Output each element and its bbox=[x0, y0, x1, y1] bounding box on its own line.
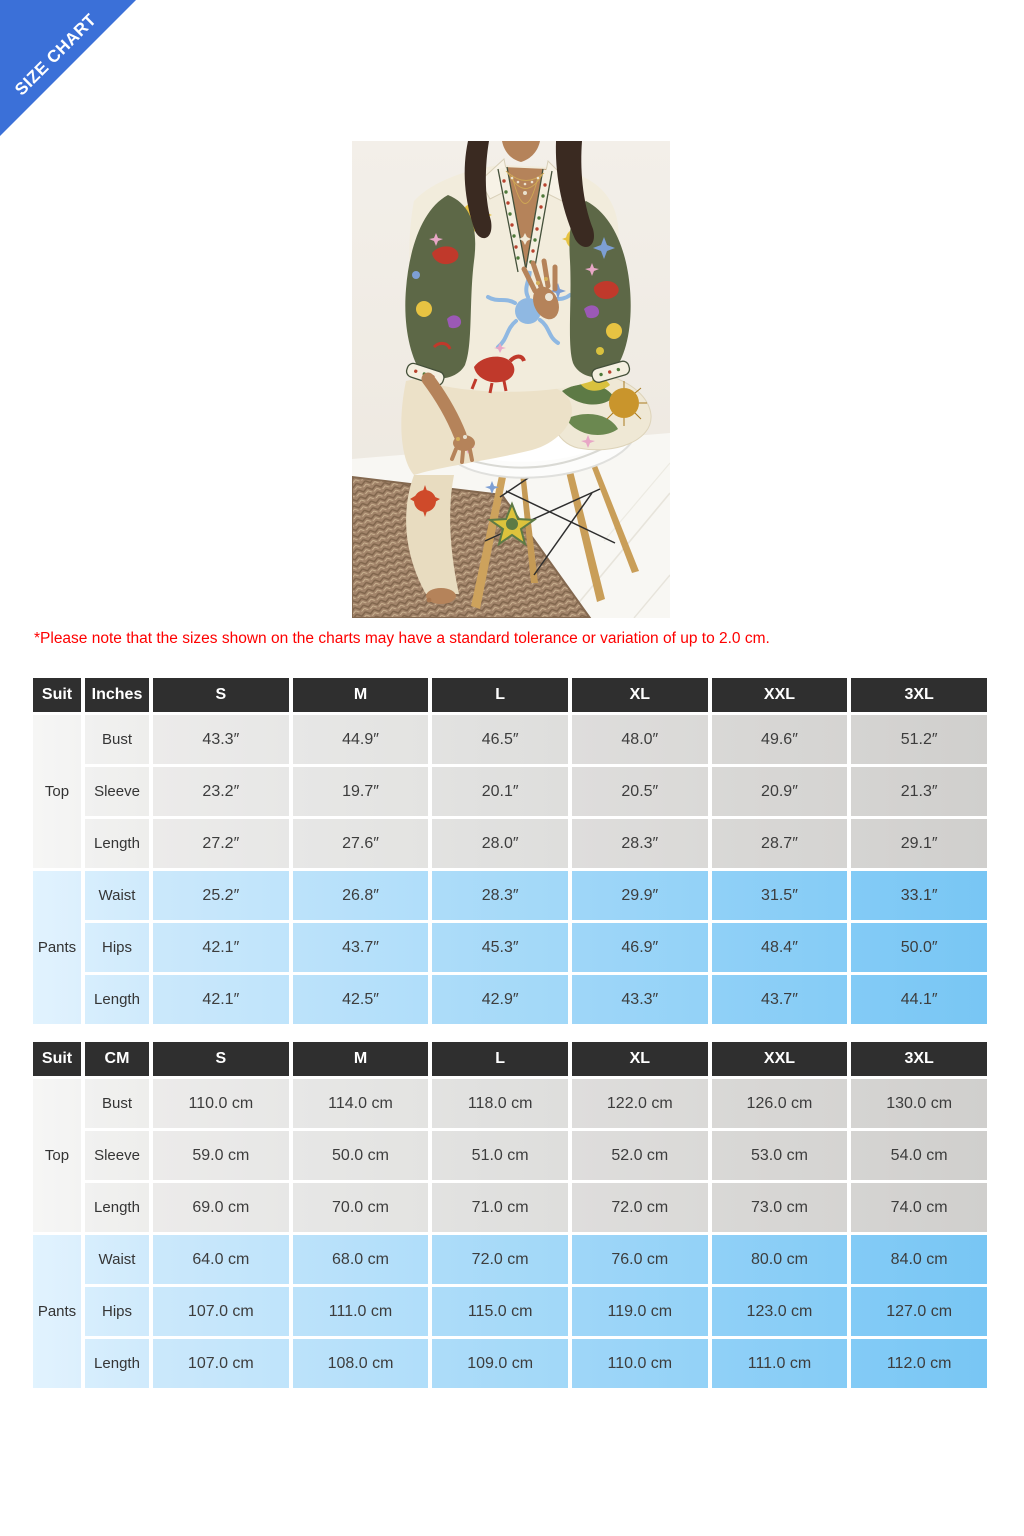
value-cell: 51.2″ bbox=[851, 715, 987, 764]
value-cell: 46.5″ bbox=[432, 715, 568, 764]
measurement-row-waist bbox=[33, 871, 987, 920]
measurement-label: Bust bbox=[85, 1079, 149, 1128]
value-cell: 42.1″ bbox=[153, 975, 289, 1024]
value-cell: 43.3″ bbox=[572, 975, 708, 1024]
size-header-l: L bbox=[432, 1042, 568, 1076]
value-cell: 46.9″ bbox=[572, 923, 708, 972]
suit-header: Suit bbox=[33, 678, 81, 712]
header-row bbox=[33, 1042, 987, 1076]
size-header-xxl: XXL bbox=[712, 1042, 848, 1076]
header-row bbox=[33, 678, 987, 712]
value-cell: 26.8″ bbox=[293, 871, 429, 920]
size-chart-ribbon-label: SIZE CHART bbox=[11, 10, 101, 100]
value-cell: 123.0 cm bbox=[712, 1287, 848, 1336]
value-cell: 115.0 cm bbox=[432, 1287, 568, 1336]
value-cell: 72.0 cm bbox=[572, 1183, 708, 1232]
value-cell: 28.3″ bbox=[572, 819, 708, 868]
value-cell: 27.2″ bbox=[153, 819, 289, 868]
measurement-label: Sleeve bbox=[85, 767, 149, 816]
measurement-label: Length bbox=[85, 975, 149, 1024]
value-cell: 33.1″ bbox=[851, 871, 987, 920]
size-table-cm-header bbox=[33, 1042, 987, 1076]
tolerance-note: *Please note that the sizes shown on the charts may have a standard tolerance or variation of up to 2.0 cm. bbox=[34, 630, 770, 647]
value-cell: 69.0 cm bbox=[153, 1183, 289, 1232]
value-cell: 51.0 cm bbox=[432, 1131, 568, 1180]
measurement-label: Length bbox=[85, 819, 149, 868]
size-chart-ribbon bbox=[0, 0, 136, 136]
unit-header: CM bbox=[85, 1042, 149, 1076]
measurement-label: Waist bbox=[85, 1235, 149, 1284]
value-cell: 49.6″ bbox=[712, 715, 848, 764]
value-cell: 76.0 cm bbox=[572, 1235, 708, 1284]
value-cell: 20.9″ bbox=[712, 767, 848, 816]
value-cell: 130.0 cm bbox=[851, 1079, 987, 1128]
size-header-xxl: XXL bbox=[712, 678, 848, 712]
measurement-row-length bbox=[33, 975, 987, 1024]
value-cell: 20.5″ bbox=[572, 767, 708, 816]
unit-header: Inches bbox=[85, 678, 149, 712]
value-cell: 111.0 cm bbox=[293, 1287, 429, 1336]
value-cell: 80.0 cm bbox=[712, 1235, 848, 1284]
value-cell: 50.0″ bbox=[851, 923, 987, 972]
value-cell: 21.3″ bbox=[851, 767, 987, 816]
value-cell: 59.0 cm bbox=[153, 1131, 289, 1180]
group-cell-top: Top bbox=[33, 715, 81, 868]
value-cell: 127.0 cm bbox=[851, 1287, 987, 1336]
measurement-label: Hips bbox=[85, 923, 149, 972]
value-cell: 28.3″ bbox=[432, 871, 568, 920]
value-cell: 23.2″ bbox=[153, 767, 289, 816]
value-cell: 29.9″ bbox=[572, 871, 708, 920]
value-cell: 43.7″ bbox=[712, 975, 848, 1024]
value-cell: 42.1″ bbox=[153, 923, 289, 972]
value-cell: 25.2″ bbox=[153, 871, 289, 920]
value-cell: 110.0 cm bbox=[572, 1339, 708, 1388]
value-cell: 64.0 cm bbox=[153, 1235, 289, 1284]
value-cell: 29.1″ bbox=[851, 819, 987, 868]
measurement-row-hips bbox=[33, 1287, 987, 1336]
size-header-xl: XL bbox=[572, 1042, 708, 1076]
product-photo bbox=[352, 141, 670, 618]
value-cell: 19.7″ bbox=[293, 767, 429, 816]
measurement-row-length bbox=[33, 1339, 987, 1388]
value-cell: 112.0 cm bbox=[851, 1339, 987, 1388]
value-cell: 28.0″ bbox=[432, 819, 568, 868]
value-cell: 42.5″ bbox=[293, 975, 429, 1024]
group-cell-pants: Pants bbox=[33, 1235, 81, 1388]
measurement-row-bust bbox=[33, 1079, 987, 1128]
value-cell: 68.0 cm bbox=[293, 1235, 429, 1284]
value-cell: 71.0 cm bbox=[432, 1183, 568, 1232]
suit-header: Suit bbox=[33, 1042, 81, 1076]
size-header-xl: XL bbox=[572, 678, 708, 712]
value-cell: 53.0 cm bbox=[712, 1131, 848, 1180]
value-cell: 20.1″ bbox=[432, 767, 568, 816]
value-cell: 84.0 cm bbox=[851, 1235, 987, 1284]
value-cell: 43.7″ bbox=[293, 923, 429, 972]
size-header-s: S bbox=[153, 678, 289, 712]
measurement-label: Bust bbox=[85, 715, 149, 764]
value-cell: 70.0 cm bbox=[293, 1183, 429, 1232]
size-header-m: M bbox=[293, 1042, 429, 1076]
value-cell: 43.3″ bbox=[153, 715, 289, 764]
value-cell: 28.7″ bbox=[712, 819, 848, 868]
value-cell: 50.0 cm bbox=[293, 1131, 429, 1180]
size-header-s: S bbox=[153, 1042, 289, 1076]
measurement-label: Hips bbox=[85, 1287, 149, 1336]
value-cell: 118.0 cm bbox=[432, 1079, 568, 1128]
value-cell: 111.0 cm bbox=[712, 1339, 848, 1388]
value-cell: 45.3″ bbox=[432, 923, 568, 972]
value-cell: 119.0 cm bbox=[572, 1287, 708, 1336]
size-table-cm bbox=[29, 1039, 991, 1391]
measurement-label: Sleeve bbox=[85, 1131, 149, 1180]
measurement-row-sleeve bbox=[33, 767, 987, 816]
size-table-inches bbox=[29, 675, 991, 1027]
size-header-l: L bbox=[432, 678, 568, 712]
value-cell: 74.0 cm bbox=[851, 1183, 987, 1232]
value-cell: 114.0 cm bbox=[293, 1079, 429, 1128]
value-cell: 110.0 cm bbox=[153, 1079, 289, 1128]
value-cell: 42.9″ bbox=[432, 975, 568, 1024]
value-cell: 73.0 cm bbox=[712, 1183, 848, 1232]
value-cell: 54.0 cm bbox=[851, 1131, 987, 1180]
value-cell: 48.0″ bbox=[572, 715, 708, 764]
value-cell: 109.0 cm bbox=[432, 1339, 568, 1388]
measurement-row-bust bbox=[33, 715, 987, 764]
measurement-row-length bbox=[33, 819, 987, 868]
value-cell: 27.6″ bbox=[293, 819, 429, 868]
value-cell: 31.5″ bbox=[712, 871, 848, 920]
value-cell: 48.4″ bbox=[712, 923, 848, 972]
value-cell: 107.0 cm bbox=[153, 1287, 289, 1336]
measurement-label: Length bbox=[85, 1339, 149, 1388]
value-cell: 72.0 cm bbox=[432, 1235, 568, 1284]
value-cell: 126.0 cm bbox=[712, 1079, 848, 1128]
value-cell: 107.0 cm bbox=[153, 1339, 289, 1388]
measurement-row-waist bbox=[33, 1235, 987, 1284]
measurement-row-sleeve bbox=[33, 1131, 987, 1180]
measurement-label: Waist bbox=[85, 871, 149, 920]
product-photo-illustration bbox=[352, 141, 670, 618]
value-cell: 108.0 cm bbox=[293, 1339, 429, 1388]
measurement-row-length bbox=[33, 1183, 987, 1232]
value-cell: 122.0 cm bbox=[572, 1079, 708, 1128]
size-header-3xl: 3XL bbox=[851, 1042, 987, 1076]
group-cell-pants: Pants bbox=[33, 871, 81, 1024]
size-header-m: M bbox=[293, 678, 429, 712]
size-table-inches-header bbox=[33, 678, 987, 712]
measurement-row-hips bbox=[33, 923, 987, 972]
size-table-inches-body bbox=[33, 715, 987, 1024]
measurement-label: Length bbox=[85, 1183, 149, 1232]
value-cell: 44.1″ bbox=[851, 975, 987, 1024]
value-cell: 44.9″ bbox=[293, 715, 429, 764]
group-cell-top: Top bbox=[33, 1079, 81, 1232]
size-header-3xl: 3XL bbox=[851, 678, 987, 712]
value-cell: 52.0 cm bbox=[572, 1131, 708, 1180]
size-table-cm-body bbox=[33, 1079, 987, 1388]
